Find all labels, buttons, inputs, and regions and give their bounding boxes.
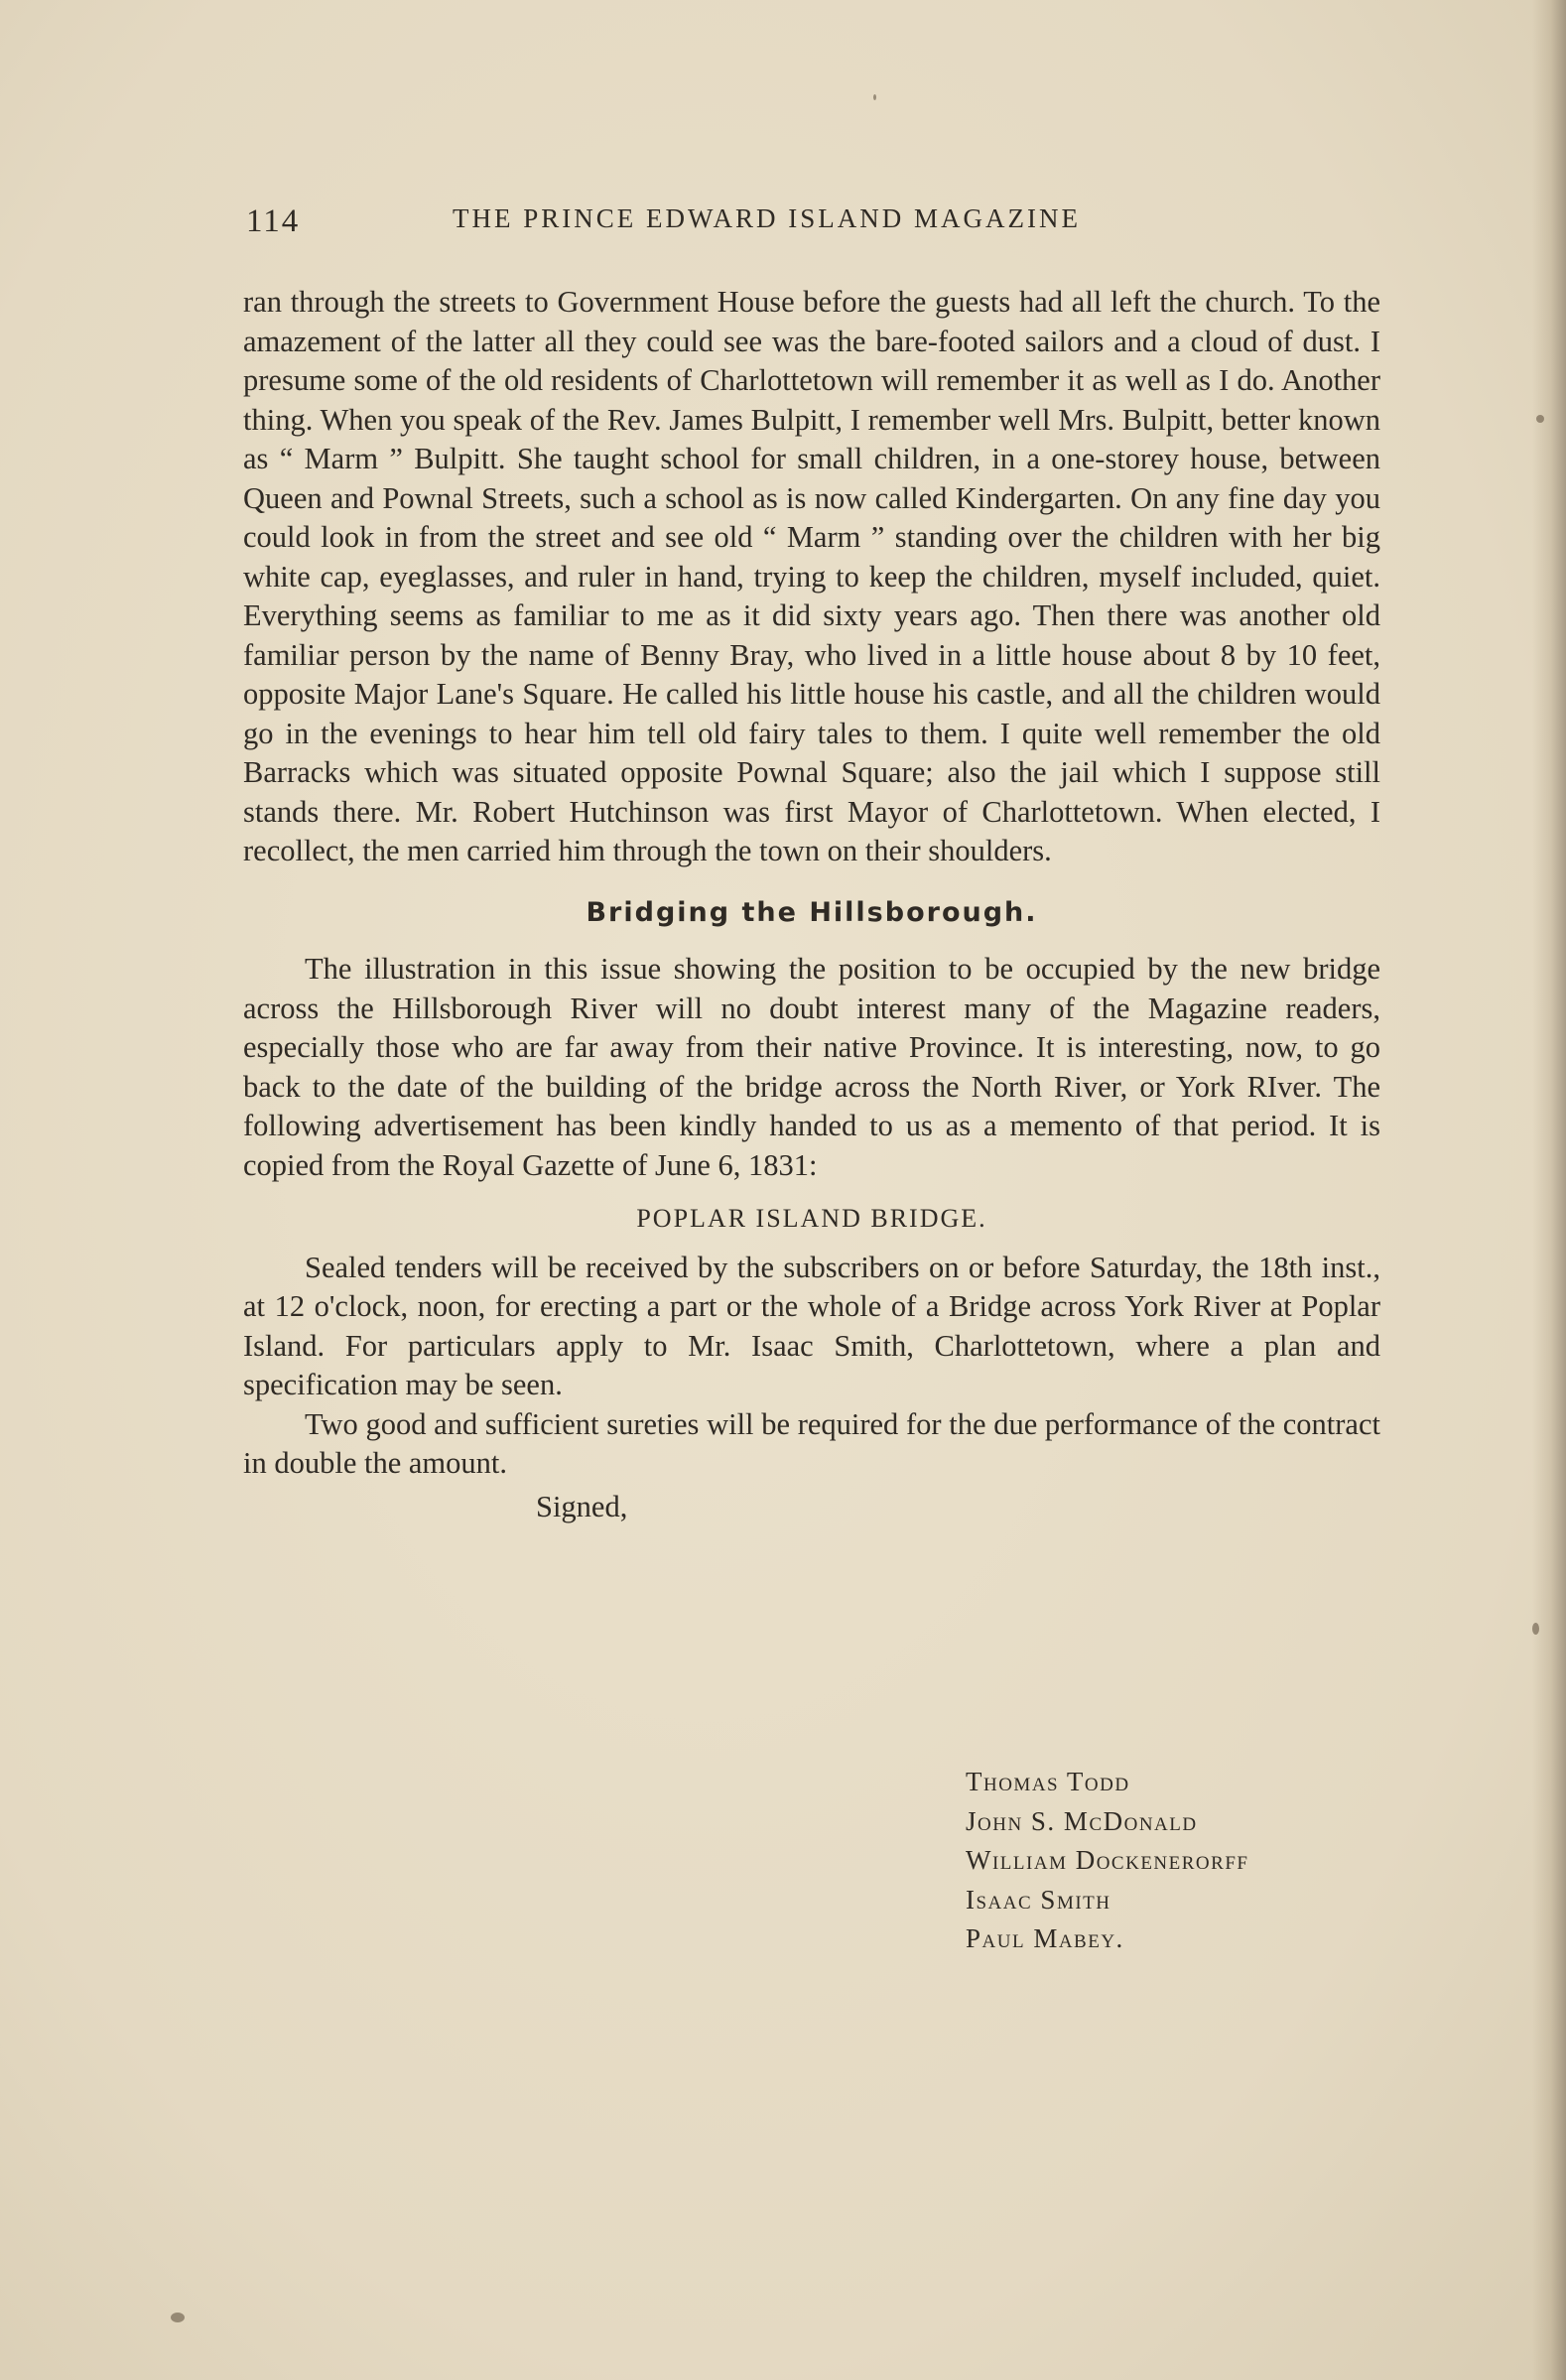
paper-speck xyxy=(1532,1623,1539,1635)
signer-name: Paul Mabey. xyxy=(966,1923,1124,1953)
paragraph-sureties: Two good and sufficient sureties will be required for the due performance of the contract in double the amount. xyxy=(243,1406,1380,1480)
paragraph-tenders: Sealed tenders will be received by the subscribers on or before Saturday, the 18th inst., at 12 o'clock, noon, for erecting a part or the whole of a Bridge across York River at Poplar Island. For particulars apply to Mr. Isaac Smith, Charlottetown, where a plan and specification may be seen. xyxy=(243,1250,1380,1401)
page-number: 114 xyxy=(246,203,301,239)
running-title: THE PRINCE EDWARD ISLAND MAGAZINE xyxy=(453,203,1081,233)
advertisement-heading: POPLAR ISLAND BRIDGE. xyxy=(636,1204,987,1233)
signer-name: William Dockenerorff xyxy=(966,1845,1249,1875)
paragraph-letter-continuation: ran through the streets to Government House before the guests had all left the church. To the amazement of the latter all they could see was the bare-footed sailors and a cloud of dust. I presume some of the old residents of Charlottetown will remember it as well as I do. Another thing. When you speak of the Rev. James Bulpitt, I remember well Mrs. Bulpitt, better known as “ Marm ” Bulpitt. She taught school for small children, in a one-storey house, between Queen and Pownal Streets, such a school as is now called Kindergarten. On any fine day you could look in from the street and see old “ Marm ” standing over the children with her big white cap, eyeglasses, and ruler in hand, trying to keep the children, myself included, quiet. Everything seems as familiar to me as it did sixty years ago. Then there was another old familiar person by the name of Benny Bray, who lived in a little house about 8 by 10 feet, opposite Major Lane's Square. He called his little house his castle, and all the children would go in the evenings to hear him tell old fairy tales to them. I quite well remember the old Barracks which was situated opposite Pownal Square; also the jail which I suppose still stands there. Mr. Robert Hutchinson was first Mayor of Charlottetown. When elected, I recollect, the men carried him through the town on their shoulders. xyxy=(243,285,1380,867)
paper-speck xyxy=(171,2313,185,2322)
signer-name: John S. McDonald xyxy=(966,1805,1198,1836)
paragraph-illustration: The illustration in this issue showing the position to be occupied by the new bridge across the Hillsborough River will no doubt interest many of the Magazine readers, especially those who are far away from their native Province. It is interesting, now, to go back to the date of the building of the bridge across the North River, or York RIver. The following advertisement has been kindly handed to us as a memento of that period. It is copied from the Royal Gazette of June 6, 1831: xyxy=(243,952,1380,1182)
signer-name: Thomas Todd xyxy=(966,1767,1130,1796)
section-heading: Bridging the Hillsborough. xyxy=(586,896,1038,928)
article-body xyxy=(243,283,1380,1526)
paper-speck xyxy=(1536,415,1544,423)
signer-name: Isaac Smith xyxy=(966,1884,1111,1915)
signed-line: Signed, xyxy=(536,1489,628,1523)
paper-speck xyxy=(873,94,876,100)
signer-list xyxy=(966,1763,1248,1959)
